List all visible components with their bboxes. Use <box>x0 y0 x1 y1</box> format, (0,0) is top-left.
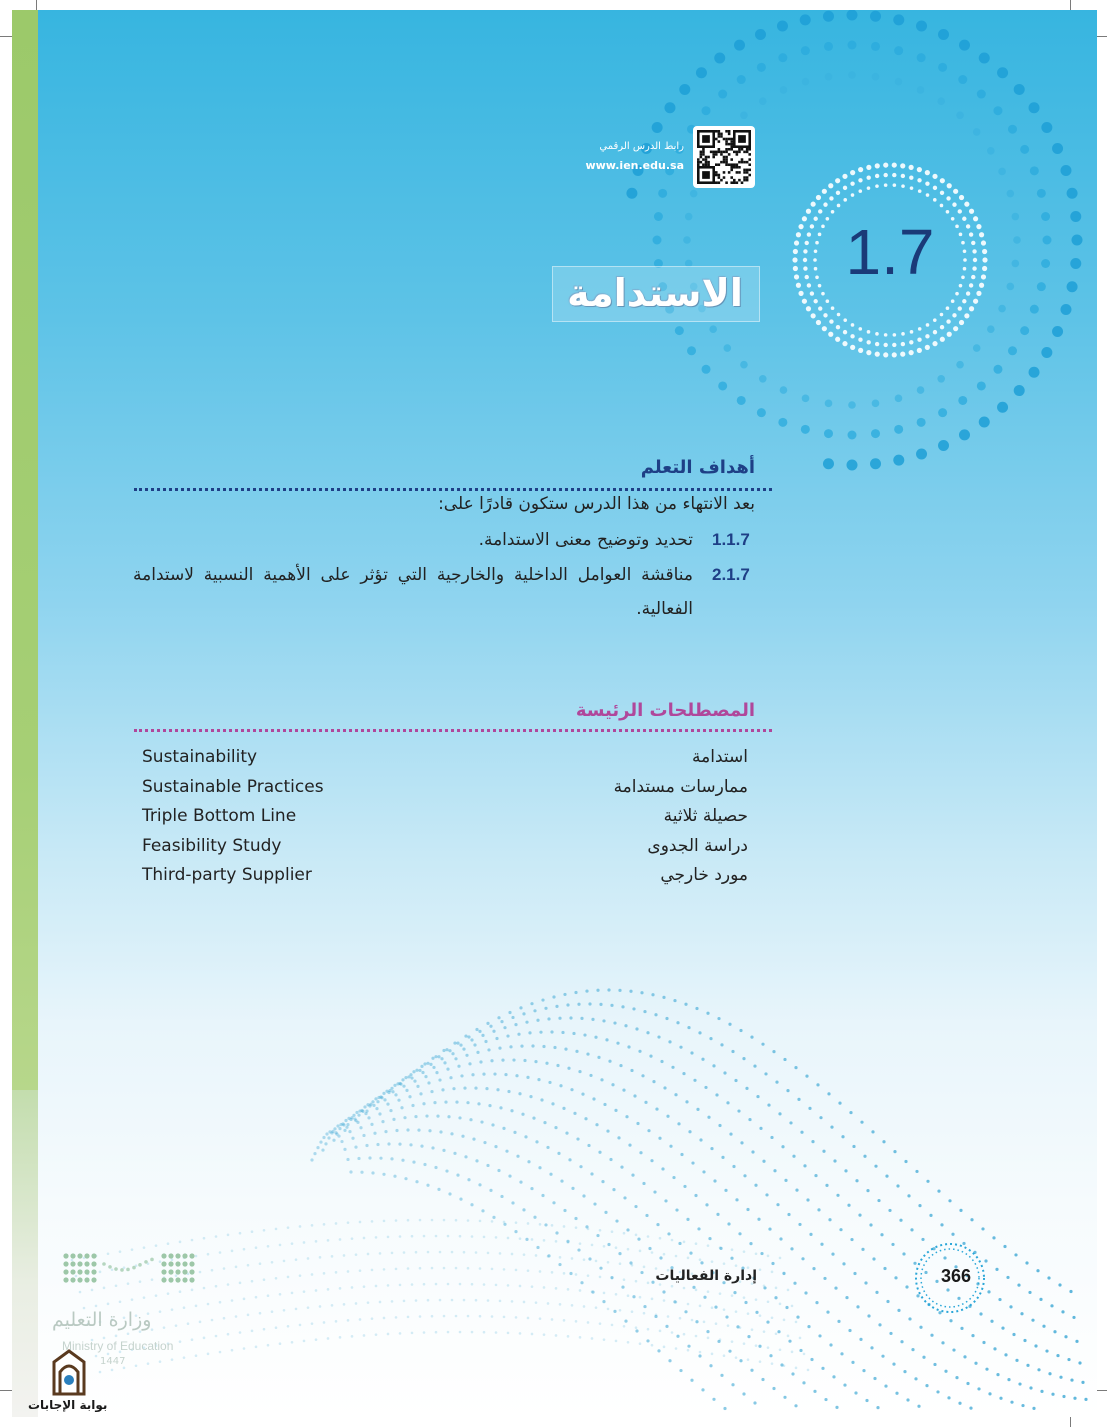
qr-caption: رابط الدرس الرقمي <box>599 141 684 152</box>
objectives-heading: أهداف التعلم <box>640 457 755 478</box>
objective-number: 2.1.7 <box>712 565 750 584</box>
term-arabic: حصيلة ثلاثية <box>663 806 748 826</box>
objectives-intro: بعد الانتهاء من هذا الدرس ستكون قادرًا على: <box>438 494 755 514</box>
ministry-name-english: Ministry of Education <box>62 1339 174 1353</box>
objective-text: مناقشة العوامل الداخلية والخارجية التي تؤثر على الأهمية النسبية لاستدامة الفعالية. <box>133 565 693 619</box>
lesson-number: 1.7 <box>845 216 935 288</box>
qr-url[interactable]: www.ien.edu.sa <box>585 159 684 172</box>
ministry-name-arabic: وزارة التعليم <box>52 1309 152 1331</box>
term-english: Sustainability <box>142 747 258 767</box>
key-terms-heading: المصطلحات الرئيسة <box>575 700 755 721</box>
term-arabic: مورد خارجي <box>660 865 748 885</box>
qr-code-icon <box>697 130 751 184</box>
term-english: Third-party Supplier <box>142 865 312 885</box>
qr-code[interactable] <box>693 126 755 188</box>
term-english: Feasibility Study <box>142 836 282 856</box>
answers-portal-logo-icon <box>46 1348 92 1400</box>
ministry-year: 1447 <box>100 1356 126 1367</box>
ministry-logo-icon <box>60 1250 200 1292</box>
objective-text: تحديد وتوضيح معنى الاستدامة. <box>478 530 693 550</box>
term-english: Sustainable Practices <box>142 777 324 797</box>
book-title: إدارة الفعاليات <box>655 1268 757 1284</box>
term-arabic: ممارسات مستدامة <box>613 777 748 797</box>
term-arabic: دراسة الجدوى <box>647 836 748 856</box>
lesson-title: الاستدامة <box>567 271 743 315</box>
objectives-divider <box>134 488 772 491</box>
term-english: Triple Bottom Line <box>142 806 297 826</box>
objective-number: 1.1.7 <box>712 530 750 549</box>
term-arabic: استدامة <box>692 747 748 767</box>
key-terms-divider <box>134 729 772 732</box>
page-number: 366 <box>940 1266 972 1286</box>
answers-portal-label: بوابة الإجابات <box>28 1398 108 1412</box>
